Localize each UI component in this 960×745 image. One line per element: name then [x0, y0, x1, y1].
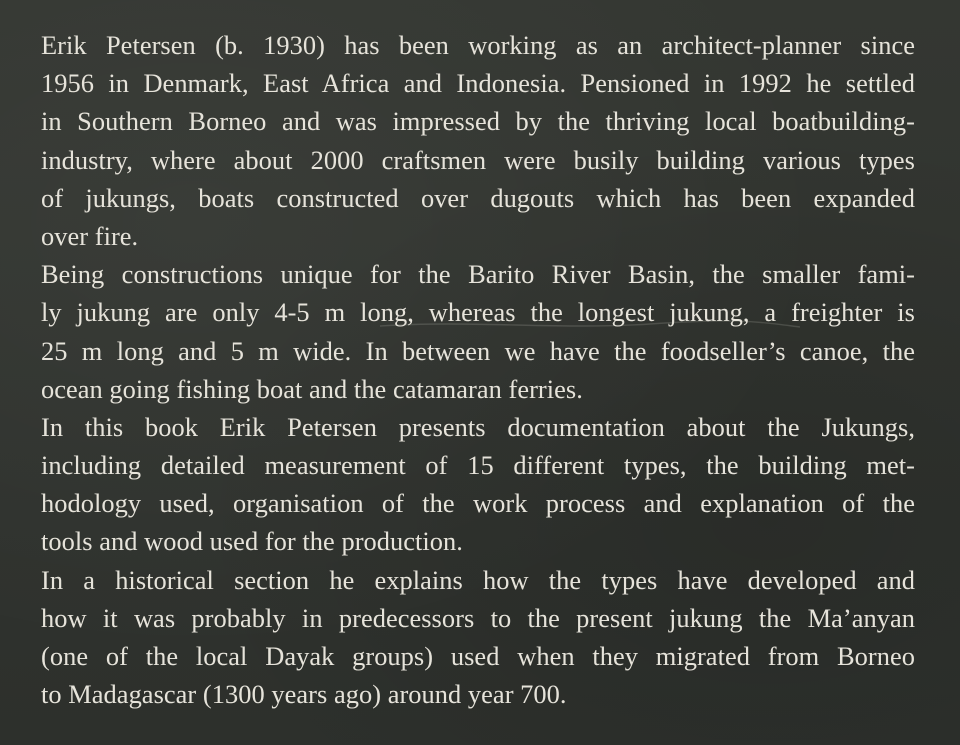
text-line: in Southern Borneo and was impressed by the thriving local boatbuilding- [41, 106, 915, 137]
text-line: industry, where about 2000 craftsmen were busily building various types [41, 144, 915, 175]
text-line: ly jukung are only 4-5 m long, whereas the longest jukung, a freighter is [41, 297, 915, 328]
text-line: In a historical section he explains how the types have developed and [41, 564, 915, 595]
text-line: Erik Petersen (b. 1930) has been working as an architect-planner since [41, 30, 915, 60]
text-line: over fire. [41, 220, 139, 251]
text-line: 25 m long and 5 m wide. In between we have the foodseller’s canoe, the [41, 335, 915, 366]
blurb-text [41, 26, 915, 713]
paragraph-author-bio [41, 26, 915, 255]
text-line: Being constructions unique for the Barito River Basin, the smaller fami- [41, 259, 915, 290]
text-line: (one of the local Dayak groups) used when they migrated from Borneo [41, 641, 915, 671]
text-line: In this book Erik Petersen presents documentation about the Jukungs, [41, 411, 915, 442]
text-line: to Madagascar (1300 years ago) around year 700. [41, 679, 567, 710]
text-line: ocean going fishing boat and the catamaran ferries. [41, 373, 583, 404]
text-line: tools and wood used for the production. [41, 526, 463, 557]
text-line: hodology used, organisation of the work process and explanation of the [41, 488, 915, 519]
text-line: including detailed measurement of 15 different types, the building met- [41, 450, 915, 481]
text-line: of jukungs, boats constructed over dugouts which has been expanded [41, 182, 915, 213]
paragraph-book-contents [41, 408, 915, 561]
paragraph-history [41, 561, 915, 714]
text-line: how it was probably in predecessors to the present jukung the Ma’anyan [41, 602, 915, 633]
paragraph-boat-types [41, 255, 915, 408]
text-line: 1956 in Denmark, East Africa and Indonesia. Pensioned in 1992 he settled [41, 68, 915, 99]
